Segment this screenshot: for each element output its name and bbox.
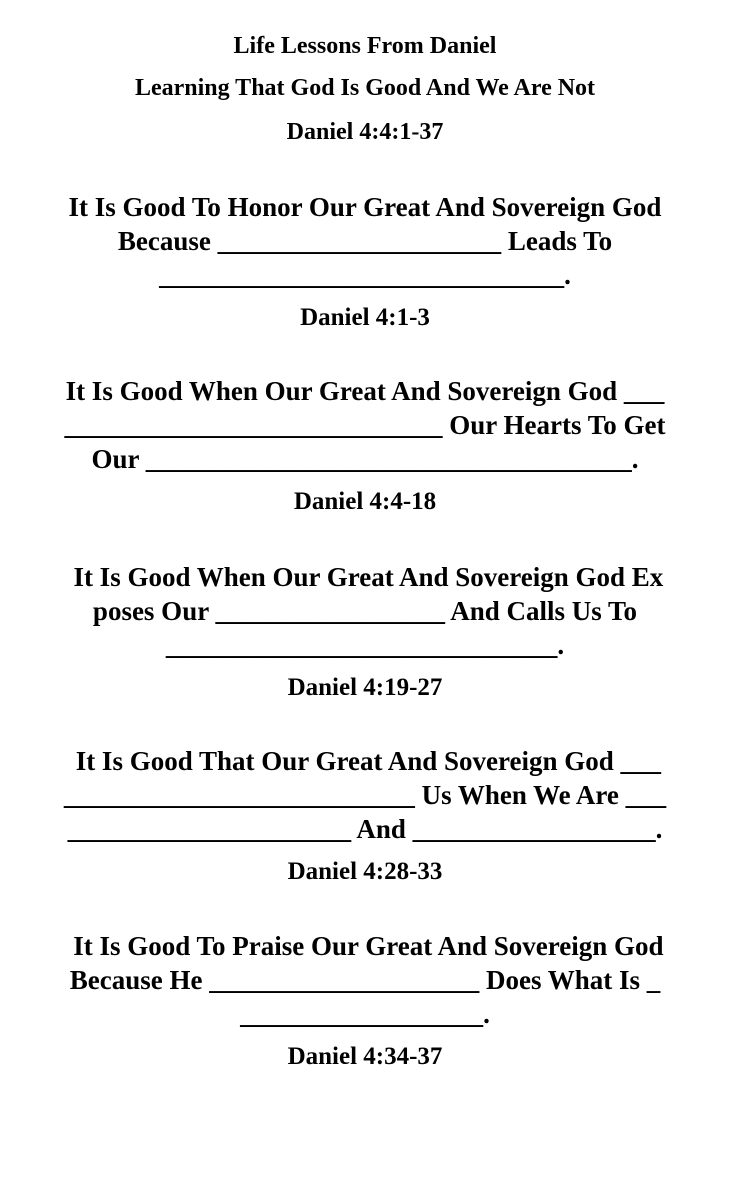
point-3-line-3: _____________________________. [165, 630, 565, 660]
point-5-reference: Daniel 4:34-37 [287, 1043, 443, 1070]
point-4-line-1: It Is Good That Our Great And Sovereign God ___ [68, 746, 662, 776]
point-3-line-2: poses Our _________________ And Calls Us To [92, 596, 638, 626]
point-3-line-1: It Is Good When Our Great And Sovereign God Ex [66, 562, 664, 592]
point-1-line-2: Because _____________________ Leads To [117, 226, 613, 256]
point-3-reference: Daniel 4:19-27 [287, 674, 443, 701]
point-2-reference: Daniel 4:4-18 [293, 488, 437, 515]
point-2-line-2: ____________________________ Our Hearts To Get [64, 410, 666, 440]
point-5-line-3: __________________. [240, 999, 490, 1029]
point-1-line-3: ______________________________. [159, 260, 571, 290]
worksheet-title: Life Lessons From Daniel [233, 33, 497, 59]
point-5-line-2: Because He ____________________ Does What Is _ [69, 965, 661, 995]
point-4-line-3: _____________________ And __________________. [67, 814, 663, 844]
point-5-line-1: It Is Good To Praise Our Great And Sovereign God [66, 931, 664, 961]
worksheet-reference: Daniel 4:4:1-37 [286, 119, 444, 145]
point-1-line-1: It Is Good To Honor Our Great And Sovereign God [68, 192, 662, 222]
worksheet-subtitle: Learning That God Is Good And We Are Not [134, 75, 596, 101]
point-2-line-3: Our ____________________________________. [91, 444, 639, 474]
point-1-reference: Daniel 4:1-3 [300, 304, 430, 331]
point-2-line-1: It Is Good When Our Great And Sovereign God ___ [65, 376, 665, 406]
point-4-line-2: __________________________ Us When We Are ___ [63, 780, 667, 810]
point-4-reference: Daniel 4:28-33 [287, 858, 443, 885]
